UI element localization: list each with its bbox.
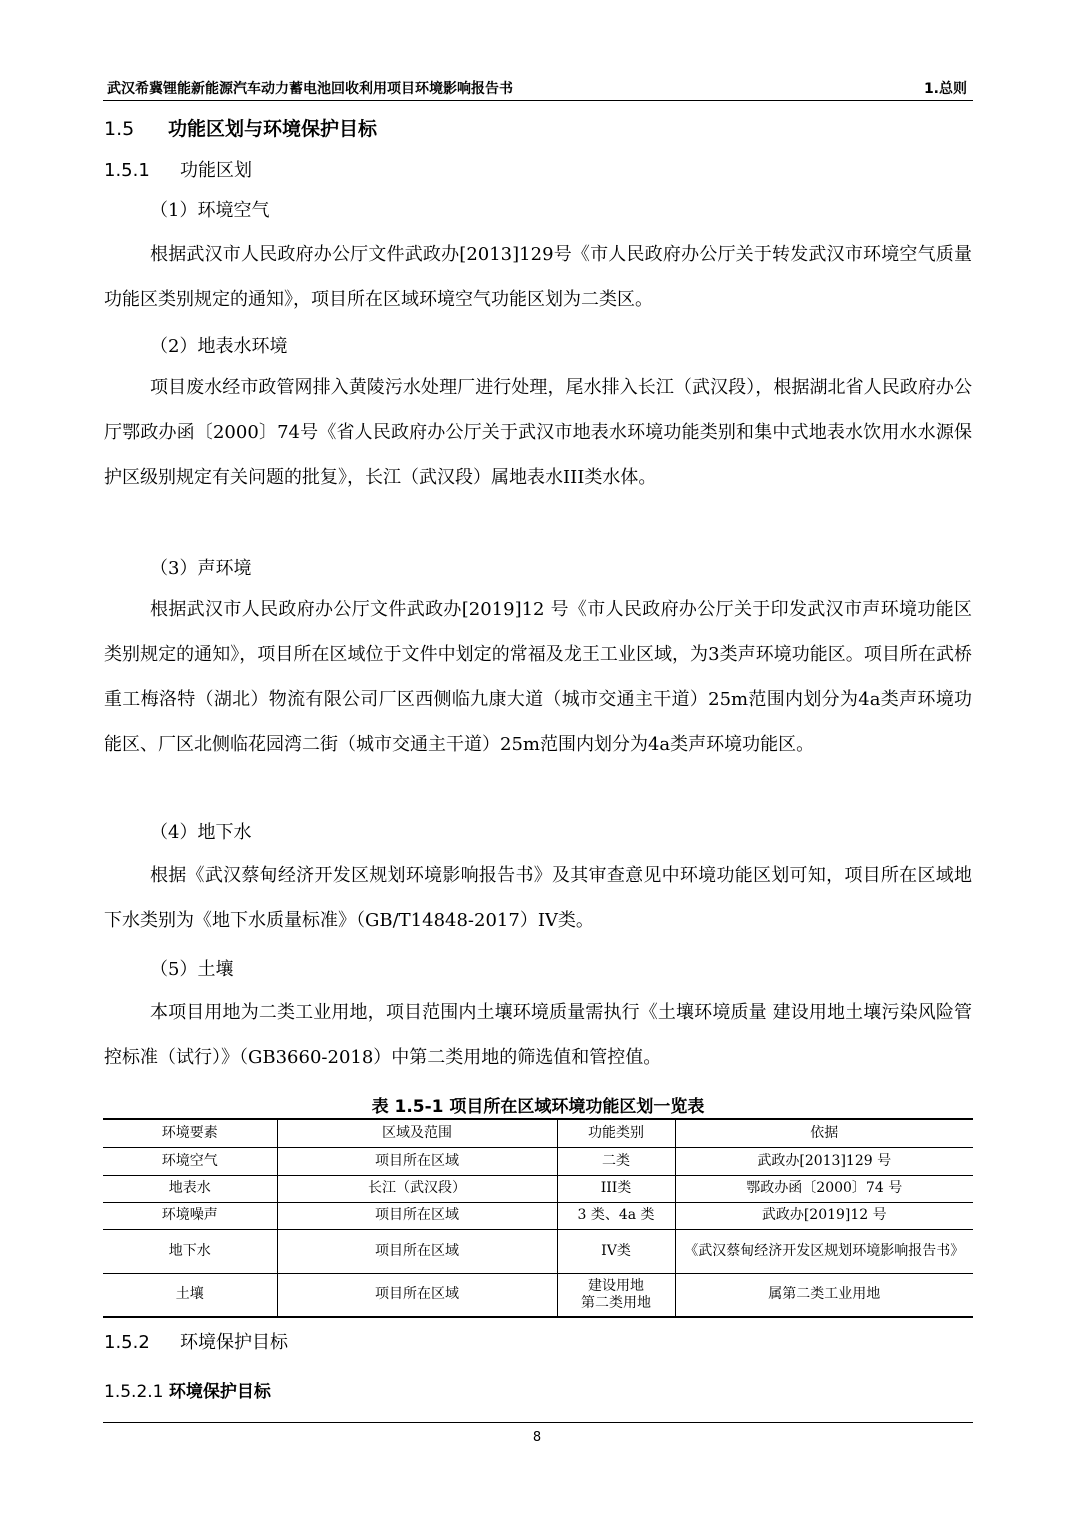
section-heading-1-5-1 [104,156,252,182]
table-header-cell: 功能类别 [557,1119,675,1147]
section-title: 功能区划 [180,160,252,181]
table-cell: 武政办[2013]129 号 [675,1147,973,1175]
table-row [103,1273,973,1317]
section-number: 1.5 [104,118,135,140]
table-cell: 属第二类工业用地 [675,1273,973,1317]
section-number: 1.5.2 [104,1332,150,1353]
table-cell: 地下水 [103,1229,277,1273]
running-header [103,76,973,101]
table-cell: 鄂政办函〔2000〕74 号 [675,1175,973,1202]
table-cell: 长江（武汉段） [277,1175,557,1202]
table-cell: III类 [557,1175,675,1202]
table-cell: 项目所在区域 [277,1147,557,1175]
paragraph-groundwater: 根据《武汉蔡甸经济开发区规划环境影响报告书》及其审查意见中环境功能区划可知，项目所在区域地下水类别为《地下水质量标准》（GB/T14848-2017）IV类。 [104,865,972,931]
table-cell: 建设用地 第二类用地 [557,1273,675,1317]
paragraph-soil: 本项目用地为二类工业用地，项目范围内土壤环境质量需执行《土壤环境质量 建设用地土壤污染风险管控标准（试行）》（GB3660-2018）中第二类用地的筛选值和管控值。 [104,1002,972,1068]
section-heading-1-5-2-1 [104,1377,271,1402]
table-cell: 项目所在区域 [277,1273,557,1317]
section-title: 功能区划与环境保护目标 [168,118,378,140]
item-heading-surface-water: （2）地表水环境 [150,336,288,357]
table-header-cell: 环境要素 [103,1119,277,1147]
section-title: 环境保护目标 [180,1332,288,1353]
table-row [103,1175,973,1202]
paragraph-air: 根据武汉市人民政府办公厅文件武政办[2013]129号《市人民政府办公厅关于转发武汉市环境空气质量功能区类别规定的通知》，项目所在区域环境空气功能区划为二类区。 [104,244,972,310]
table-header-row [103,1119,973,1147]
table-cell: 项目所在区域 [277,1202,557,1229]
paragraph-surface-water: 项目废水经市政管网排入黄陵污水处理厂进行处理，尾水排入长江（武汉段），根据湖北省人民政府办公厅鄂政办函〔2000〕74号《省人民政府办公厅关于武汉市地表水环境功能类别和集中式地表水饮用水水源保护区级别规定有关问题的批复》，长江（武汉段）属地表水III类水体。 [104,377,972,488]
item-heading-soil: （5）土壤 [150,959,234,980]
item-heading-noise: （3）声环境 [150,558,252,579]
table-cell: 3 类、4a 类 [557,1202,675,1229]
section-heading-1-5 [104,114,377,141]
section-number: 1.5.2.1 [104,1382,164,1402]
page-number: 8 [532,1430,542,1445]
table-cell: 地表水 [103,1175,277,1202]
table-cell: 环境噪声 [103,1202,277,1229]
section-title: 环境保护目标 [168,1382,271,1402]
section-number: 1.5.1 [104,160,150,181]
table-cell: 项目所在区域 [277,1229,557,1273]
table-cell: 二类 [557,1147,675,1175]
header-report-title: 武汉希冀锂能新能源汽车动力蓄电池回收利用项目环境影响报告书 [107,81,513,97]
paragraph-noise: 根据武汉市人民政府办公厅文件武政办[2019]12 号《市人民政府办公厅关于印发武汉市声环境功能区类别规定的通知》，项目所在区域位于文件中划定的常福及龙王工业区域，为3类声环境功能区。项目所在武桥重工梅洛特（湖北）物流有限公司厂区西侧临九康大道（城市交通主干道）25m范围内划分为4a类声环境功能区、厂区北侧临花园湾二街（城市交通主干道）25m范围内划分为4a类声环境功能区。 [104,599,972,755]
table-cell: 武政办[2019]12 号 [675,1202,973,1229]
table-row [103,1202,973,1229]
table-cell: 《武汉蔡甸经济开发区规划环境影响报告书》 [675,1229,973,1273]
footer-divider [103,1422,973,1423]
header-chapter: 1.总则 [923,81,967,97]
item-heading-air: （1）环境空气 [150,200,270,221]
table-cell: 土壤 [103,1273,277,1317]
table-row [103,1229,973,1273]
table-cell: IV类 [557,1229,675,1273]
table-row [103,1147,973,1175]
table-caption: 表 1.5-1 项目所在区域环境功能区划一览表 [371,1097,705,1117]
item-heading-groundwater: （4）地下水 [150,822,252,843]
section-heading-1-5-2 [104,1328,288,1354]
table-cell: 环境空气 [103,1147,277,1175]
function-zoning-table [103,1118,973,1318]
table-header-cell: 依据 [675,1119,973,1147]
table-header-cell: 区域及范围 [277,1119,557,1147]
